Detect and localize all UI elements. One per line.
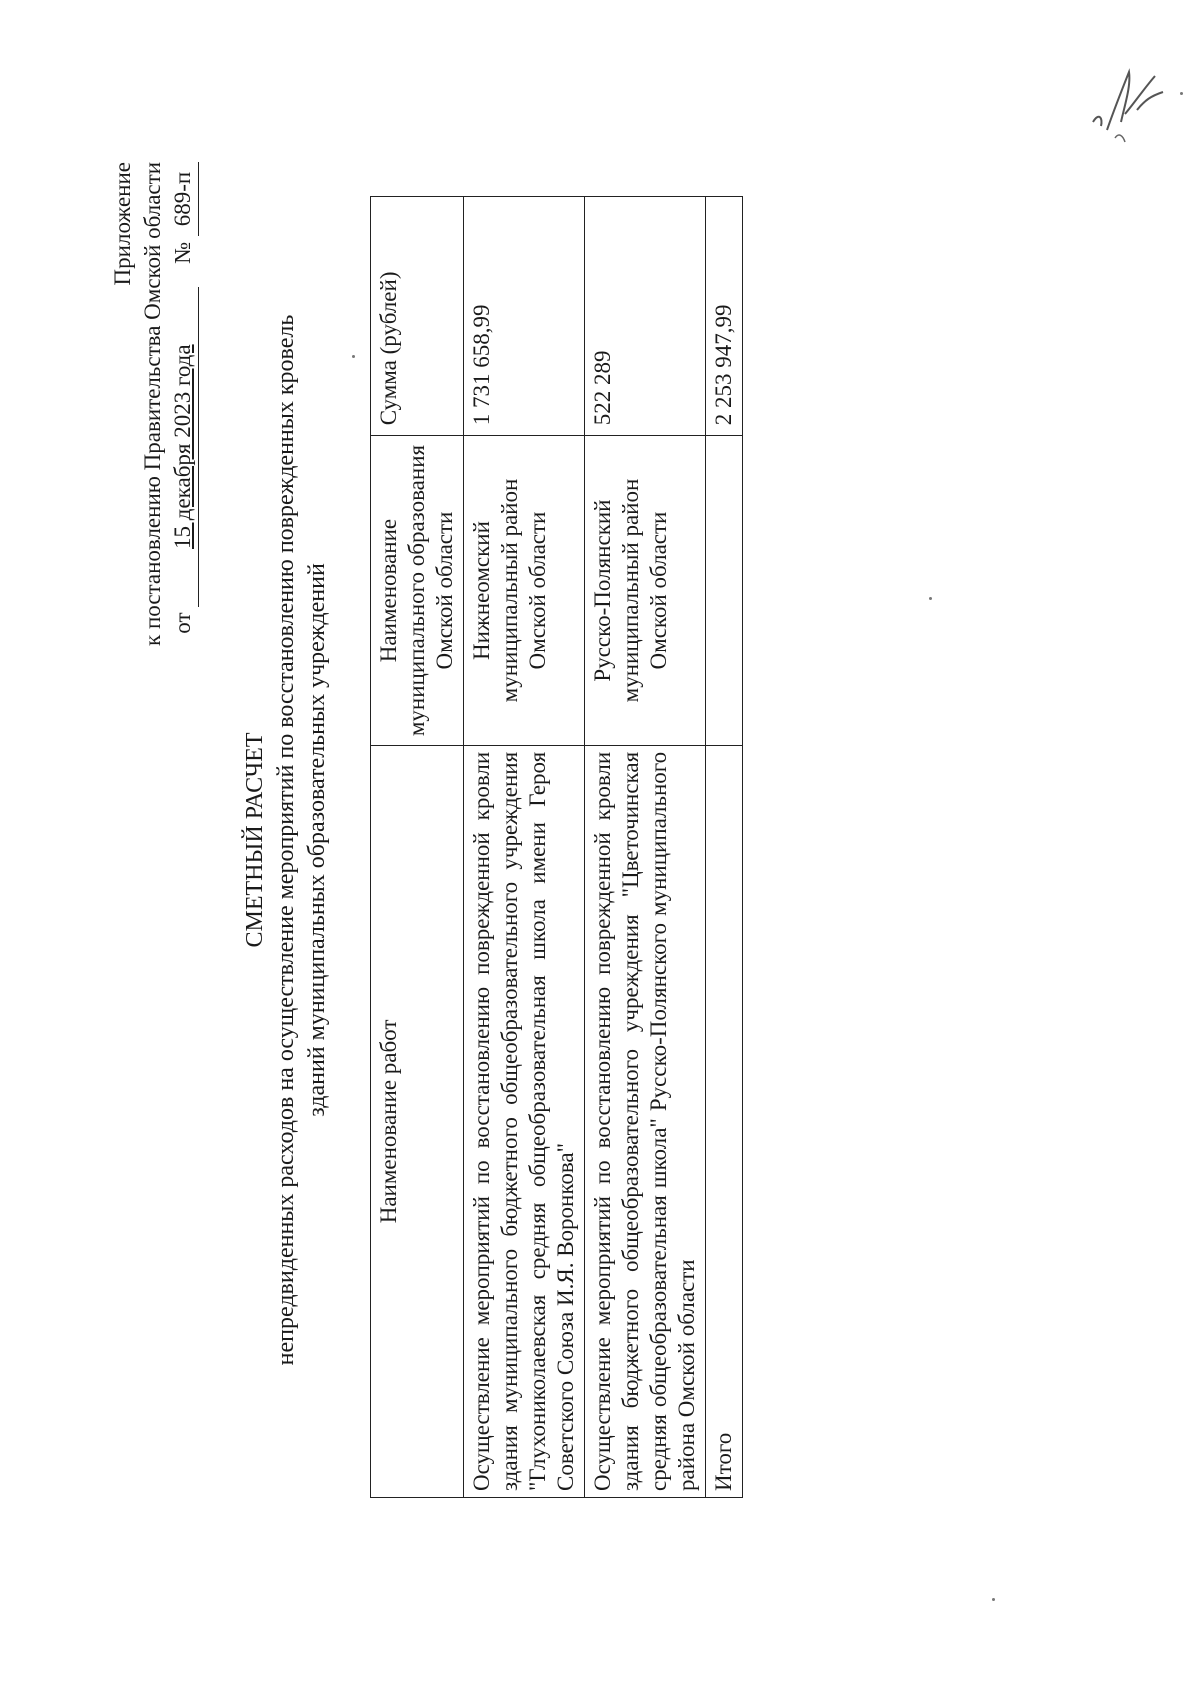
title-line-2: непредвиденных расходов на осуществление мероприятий по восстановлению поврежденных кровель xyxy=(273,314,299,1366)
from-label: от xyxy=(170,612,195,634)
table-header-row xyxy=(371,197,464,1498)
row-work: Осуществление мероприятий по восстановлению поврежденной кровли здания муниципального бюджетного общеобразовательного учреждения "Глухониколаевская средняя общеобразовательная школа имени Героя Советского Союза И.Я. Воронкова" xyxy=(464,745,585,1497)
title-line-3: зданий муниципальных образовательных учреждений xyxy=(304,563,330,1117)
row-amount: 1 731 658,99 xyxy=(464,197,585,436)
row-municipality: Нижнеомский муниципальный район Омской области xyxy=(464,436,585,746)
appendix-date-number xyxy=(168,162,199,646)
number-label: № xyxy=(170,241,195,264)
row-amount: 522 289 xyxy=(585,197,706,436)
appendix-resolution-ref: к постановлению Правительства Омской области xyxy=(140,162,165,646)
scan-speck xyxy=(992,1598,995,1601)
row-municipality: Русско-Полянский муниципальный район Омской области xyxy=(585,436,706,746)
row-work: Осуществление мероприятий по восстановлению поврежденной кровли здания бюджетного общеобразовательного учреждения "Цветочинская средняя общеобразовательная школа" Русско-Полянского муниципального района Омской области xyxy=(585,745,706,1497)
col-header-municipality: Наименование муниципального образования Омской области xyxy=(371,436,464,746)
document-title xyxy=(240,100,333,1580)
title-main: СМЕТНЫЙ РАСЧЕТ xyxy=(242,732,268,948)
total-label: Итого xyxy=(706,745,743,1497)
rotated-document-page xyxy=(90,100,1170,1580)
table-row xyxy=(585,197,706,1498)
col-header-work: Наименование работ xyxy=(371,745,464,1497)
total-municipality xyxy=(706,436,743,746)
total-amount: 2 253 947,99 xyxy=(706,197,743,436)
scan-speck xyxy=(1180,92,1183,95)
estimate-table xyxy=(370,196,743,1498)
scan-speck xyxy=(929,597,932,600)
appendix-header xyxy=(108,162,199,646)
resolution-date: 15 декабря 2023 года xyxy=(168,287,199,607)
table-row xyxy=(464,197,585,1498)
col-header-amount: Сумма (рублей) xyxy=(371,197,464,436)
appendix-label: Приложение xyxy=(110,162,135,286)
resolution-number: 689-п xyxy=(168,162,199,236)
scan-speck xyxy=(352,355,355,358)
handwritten-signature-mark xyxy=(1085,52,1175,152)
table-total-row xyxy=(706,197,743,1498)
